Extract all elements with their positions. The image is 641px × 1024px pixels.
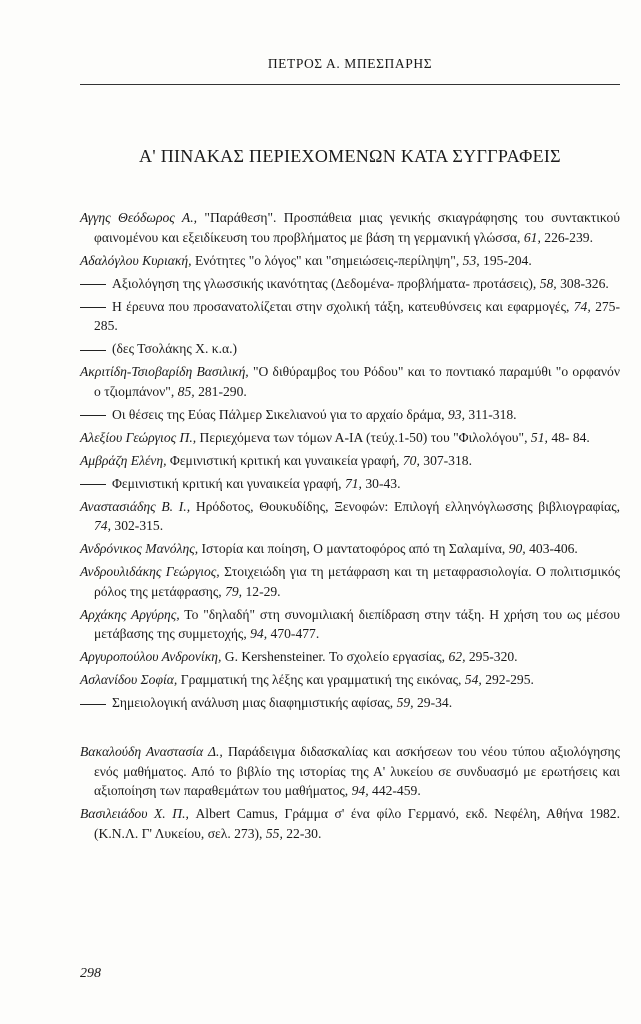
entry-author: Αγγης Θεόδωρος Α., (80, 210, 198, 225)
ditto-dash (80, 415, 106, 416)
entry-pages: 12-29. (245, 583, 281, 599)
entry-pages: 295-320. (468, 649, 518, 665)
entry-author: Ανδρόνικος Μανόλης, (80, 541, 199, 557)
ditto-dash (80, 350, 106, 351)
entry-title: Φεμινιστική κριτική και γυναικεία γραφή, (169, 452, 400, 468)
entry-title: G. Kershensteiner. Το σχολείο εργασίας, (224, 649, 446, 665)
entry-pages: 302-315. (114, 518, 164, 534)
index-entry (80, 562, 620, 601)
entry-author: Αδαλόγλου Κυριακή, (80, 252, 192, 268)
ditto-dash (80, 484, 106, 485)
index-entry (80, 297, 620, 336)
entry-title: Ηρόδοτος, Θουκυδίδης, Ξενοφών: Επιλογή ελληνόγλωσσης βιβλιογραφίας, (195, 498, 620, 514)
entry-title: Ενότητες "ο λόγος" και "σημειώσεις-περίληψη", (194, 252, 460, 268)
entry-author: Ανδρουλιδάκης Γεώργιος, (80, 564, 220, 580)
entry-pages: 275-285. (94, 298, 620, 334)
ditto-dash (80, 704, 106, 705)
entry-pages: 311-318. (468, 406, 517, 422)
entry-pages: 292-295. (485, 672, 534, 688)
entry-pages: 442-459. (372, 783, 421, 799)
entry-author: Βασιλειάδου Χ. Π., (80, 806, 189, 822)
index-entry (80, 362, 620, 401)
entry-pages: 308-326. (560, 275, 609, 291)
entry-volume: 62, (448, 649, 466, 665)
entry-author: Αρχάκης Αργύρης, (80, 606, 180, 622)
header-rule (80, 84, 620, 85)
entry-volume: 54, (464, 672, 482, 688)
entry-title: Περιεχόμενα των τόμων Α-ΙΑ (τεύχ.1-50) του "Φιλολόγου", (199, 429, 528, 445)
index-entry (80, 605, 620, 644)
letter-group-gap (80, 716, 620, 742)
entry-title: Παράδειγμα διδασκαλίας και ασκήσεων του νέου τύπου αξιολόγησης ενός μαθήματος. Από το βιβλίο της ιστορίας της Α' λυκείου σε συνδυασμό με ερωτήσεις και αξιοποίηση των παραθεμάτων του μαθήματος, (94, 744, 621, 799)
section-title: Α' ΠΙΝΑΚΑΣ ΠΕΡΙΕΧΟΜΕΝΩΝ ΚΑΤΑ ΣΥΓΓΡΑΦΕΙΣ (139, 146, 561, 166)
index-entry (80, 451, 620, 471)
entry-title: Σημειολογική ανάλυση μιας διαφημιστικής αφίσας, (112, 695, 394, 711)
entry-title: "Ο διθύραμβος του Ρόδου" και το ποντιακό παραμύθι "ο ορφανόν ο τζιομπάνον", (94, 364, 620, 399)
index-entry (80, 208, 620, 247)
entry-title: Γραμματική της λέξης και γραμματική της εικόνας, (180, 672, 462, 688)
entry-author: Ασλανίδου Σοφία, (80, 672, 178, 688)
index-entry (80, 742, 620, 801)
entry-volume: 58, (539, 275, 557, 291)
index-entry (80, 804, 620, 843)
entry-title: Albert Camus, Γράμμα σ' ένα φίλο Γερμανό, εκδ. Νεφέλη, Αθήνα 1982. (Κ.Ν.Λ. Γ' Λυκείου, σελ. 273), (94, 806, 620, 842)
entry-volume: 79, (225, 583, 243, 599)
entry-pages: 307-318. (423, 452, 472, 468)
entry-volume: 74, (94, 518, 111, 534)
index-entry (80, 670, 620, 690)
entry-author: Ακριτίδη-Τσιοβαρίδη Βασιλική, (80, 364, 249, 380)
entry-title: Οι θέσεις της Εύας Πάλμερ Σικελιανού για το αρχαίο δράμα, (112, 406, 445, 422)
index-entry (80, 539, 620, 559)
entry-volume: 74, (573, 298, 591, 314)
entry-volume: 93, (447, 406, 465, 422)
entry-author: Αλεξίου Γεώργιος Π., (80, 429, 197, 445)
index-entry (80, 428, 620, 448)
running-head: ΠΕΤΡΟΣ Α. ΜΠΕΣΠΑΡΗΣ (267, 56, 433, 71)
entry-volume: 94, (250, 626, 268, 642)
entry-volume: 61, (523, 229, 541, 245)
entry-volume: 59, (396, 695, 414, 711)
index-entry (80, 497, 620, 536)
ditto-dash (80, 307, 106, 308)
index-entry (80, 339, 620, 359)
index-entry (80, 474, 620, 494)
entry-cross-reference: (δες Τσολάκης Χ. κ.α.) (112, 341, 238, 357)
index-entries (80, 208, 620, 847)
entry-volume: 94, (351, 783, 369, 799)
entry-pages: 48- 84. (551, 429, 590, 445)
entry-title: "Παράθεση". Προσπάθεια μιας γενικής σκιαγράφησης του συντακτικού φαινομένου και εξειδίκευση του προβλήματος με βάση τη γερμανική γλώσσα, (94, 210, 620, 245)
entry-author: Αμβράζη Ελένη, (80, 452, 167, 468)
entry-title: Στοιχειώδη για τη μετάφραση και τη μεταφρασιολογία. Ο πολιτισμικός ρόλος της μετάφρασης, (94, 564, 620, 599)
entry-volume: 90, (508, 541, 526, 557)
entry-pages: 195-204. (483, 252, 532, 268)
entry-title: Η έρευνα που προσανατολίζεται στην σχολική τάξη, κατευθύνσεις και εφαρμογές, (112, 298, 570, 314)
entry-author: Αναστασιάδης Β. Ι., (80, 498, 191, 514)
entry-volume: 85, (177, 383, 195, 399)
entry-volume: 70, (402, 452, 420, 468)
index-entry (80, 647, 620, 667)
entry-volume: 71, (344, 475, 362, 491)
index-entry (80, 693, 620, 713)
entry-pages: 470-477. (270, 626, 320, 642)
index-entry (80, 251, 620, 271)
index-entry (80, 274, 620, 294)
page-number: 298 (80, 966, 101, 981)
entry-volume: 55, (265, 826, 283, 842)
entry-author: Αργυροπούλου Ανδρονίκη, (80, 649, 222, 665)
entry-title: Το "δηλαδή" στη συνομιλιακή διεπίδραση στην τάξη. Η χρήση του ως μέσου μετάβασης της συμμετοχής, (94, 606, 620, 642)
entry-pages: 281-290. (198, 383, 247, 399)
entry-pages: 29-34. (416, 695, 453, 711)
entry-author: Βακαλούδη Αναστασία Δ., (80, 744, 223, 760)
entry-volume: 53, (462, 252, 480, 268)
entry-title: Ιστορία και ποίηση, Ο μαντατοφόρος από τη Σαλαμίνα, (201, 541, 506, 557)
entry-pages: 403-406. (529, 541, 578, 557)
entry-volume: 51, (530, 429, 548, 445)
entry-title: Αξιολόγηση της γλωσσικής ικανότητας (Δεδομένα- προβλήματα- προτάσεις), (112, 275, 537, 291)
ditto-dash (80, 284, 106, 285)
entry-title: Φεμινιστική κριτική και γυναικεία γραφή, (112, 475, 342, 491)
entry-pages: 30-43. (365, 475, 401, 491)
index-entry (80, 405, 620, 425)
entry-pages: 22-30. (286, 826, 322, 842)
entry-pages: 226-239. (544, 229, 593, 245)
